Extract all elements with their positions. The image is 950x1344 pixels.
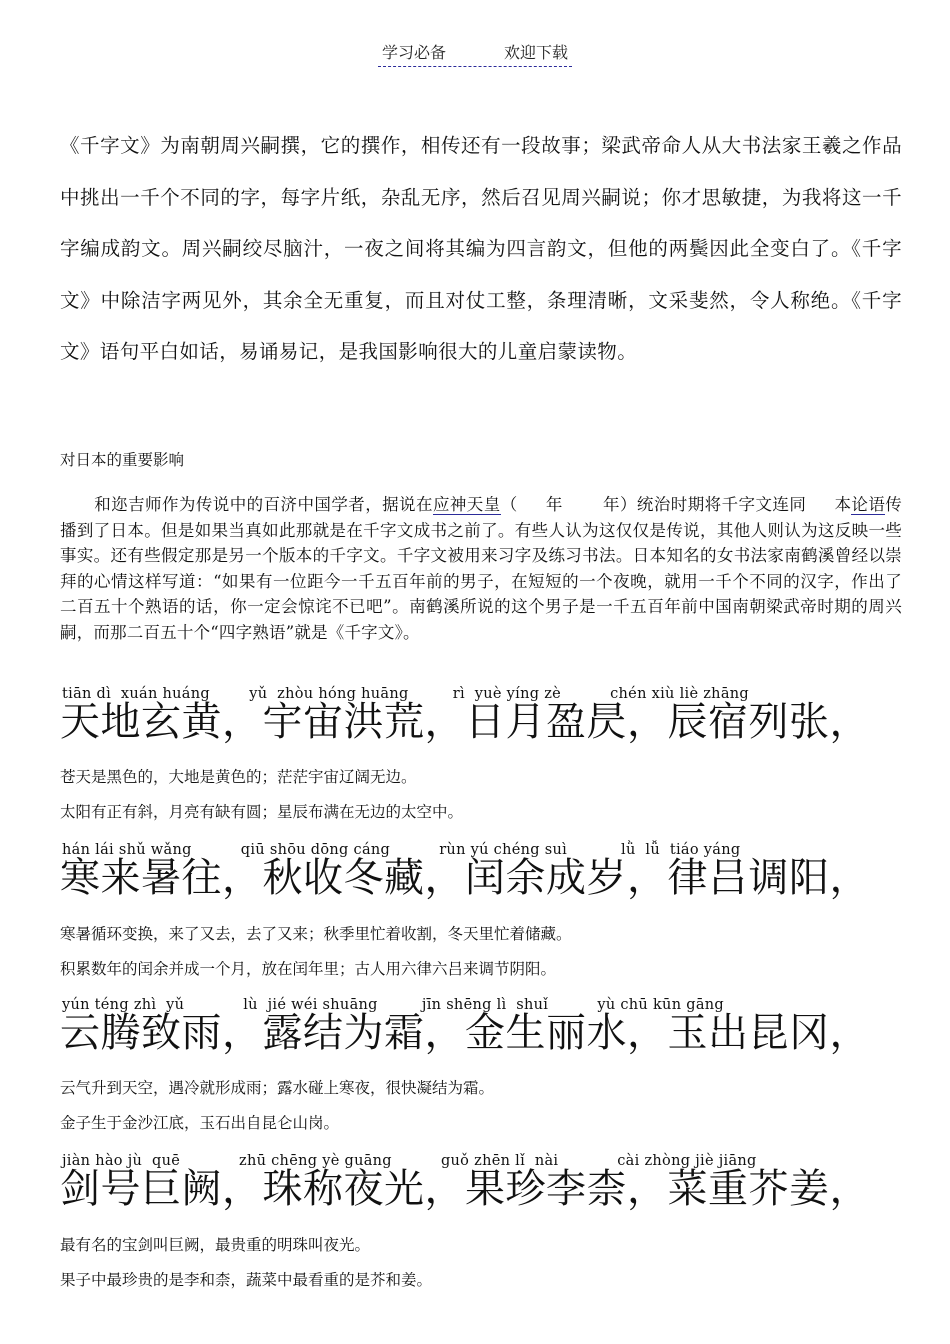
verse-translation: 金子生于金沙江底，玉石出自昆仑山岗。 <box>60 1114 340 1132</box>
verse-translation: 果子中最珍贵的是李和柰，蔬菜中最看重的是芥和姜。 <box>60 1271 433 1289</box>
verse-translation: 积累数年的闰余并成一个月，放在闰年里；古人用六律六吕来调节阴阳。 <box>60 960 557 978</box>
para2-text-1: 和迩吉师作为传说中的百济中国学者，据说在 <box>94 495 433 514</box>
para2-text-5: 本 <box>834 495 852 514</box>
para2-text-4: 年）统治时期将千字文连同 <box>602 495 807 514</box>
verse-characters: 寒来暑往，秋收冬藏，闰余成岁，律吕调阳， <box>60 855 870 901</box>
japan-influence-paragraph <box>60 492 902 646</box>
verse-translation: 苍天是黑色的，大地是黄色的；茫茫宇宙辽阔无边。 <box>60 768 417 786</box>
link-analects[interactable]: 论语 <box>851 495 886 514</box>
header-left-text: 学习必备 <box>381 43 446 62</box>
page-header <box>0 40 950 67</box>
verse-translation: 最有名的宝剑叫巨阙，最贵重的明珠叫夜光。 <box>60 1236 371 1254</box>
intro-paragraph: 《千字文》为南朝周兴嗣撰，它的撰作，相传还有一段故事；梁武帝命人从大书法家王羲之作品中挑出一千个不同的字，每字片纸，杂乱无序，然后召见周兴嗣说；你才思敏捷，为我将这一千字编成韵文。周兴嗣绞尽脑汁，一夜之间将其编为四言韵文，但他的两鬓因此全变白了。《千字文》中除洁字两见外，其余全无重复，而且对仗工整，条理清晰，文采斐然，令人称绝。《千字文》语句平白如话，易诵易记，是我国影响很大的儿童启蒙读物。 <box>60 134 902 363</box>
verse-translation: 太阳有正有斜，月亮有缺有圆；星辰布满在无边的太空中。 <box>60 803 464 821</box>
verse-pinyin: jiàn hào jù quē zhū chēng yè guāng guǒ zhēn lǐ nài cài zhòng jiè jiāng <box>62 1153 757 1169</box>
para2-text-6: 传播到了日本。但是如果当真如此那就是在千字文成书之前了。有些人认为这仅仅是传说，其他人则认为这反映一些事实。还有些假定那是另一个版本的千字文。千字文被用来习字及练习书法。日本知名的女书法家南鹤溪曾经以崇拜的心情这样写道：“如果有一位距今一千五百年前的男子，在短短的一个夜晚，就用一千个不同的汉字，作出了二百五十个熟语的话，你一定会惊诧不已吧”。南鹤溪所说的这个男子是一千五百年前中国南朝梁武帝时期的周兴嗣，而那二百五十个“四字熟语”就是《千字文》。 <box>60 495 902 642</box>
verse-pinyin: tiān dì xuán huáng yǔ zhòu hóng huāng rì yuè yíng zè chén xiù liè zhāng <box>62 686 749 702</box>
para2-text-3: 年 <box>545 495 563 514</box>
verse-translation: 云气升到天空，遇冷就形成雨；露水碰上寒夜，很快凝结为霜。 <box>60 1079 495 1097</box>
header-right-text: 欢迎下载 <box>504 43 569 62</box>
verse-pinyin: hán lái shǔ wǎng qiū shōu dōng cáng rùn yú chéng suì lǜ lǚ tiáo yáng <box>62 842 741 858</box>
verse-characters: 剑号巨阙，珠称夜光，果珍李柰，菜重芥姜， <box>60 1166 870 1212</box>
verse-translation: 寒暑循环变换，来了又去，去了又来；秋季里忙着收割，冬天里忙着储藏。 <box>60 925 572 943</box>
verse-block <box>60 1153 920 1233</box>
verse-block <box>60 686 920 766</box>
verse-block <box>60 997 920 1077</box>
header-underline <box>378 40 572 67</box>
verse-pinyin: yún téng zhì yǔ lù jié wéi shuāng jīn shēng lì shuǐ yù chū kūn gāng <box>62 997 724 1013</box>
verse-characters: 天地玄黄，宇宙洪荒，日月盈昃，辰宿列张， <box>60 699 870 745</box>
para2-text-2: （ <box>500 495 518 514</box>
link-ojin-emperor[interactable]: 应神天皇 <box>432 495 501 514</box>
verse-block <box>60 842 920 922</box>
section-heading: 对日本的重要影响 <box>60 451 185 469</box>
verse-characters: 云腾致雨，露结为霜，金生丽水，玉出昆冈， <box>60 1010 870 1056</box>
